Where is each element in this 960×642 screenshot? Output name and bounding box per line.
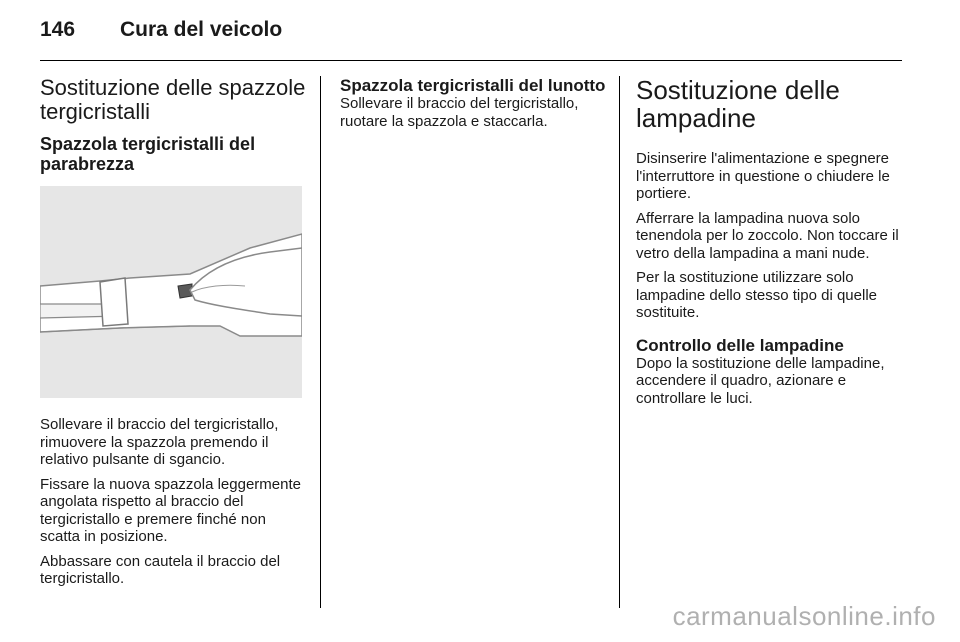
paragraph: Per la sostituzione utilizzare solo lampadine dello stesso tipo di quelle sostituite.	[636, 269, 877, 321]
paragraph: Fissare la nuova spazzola leggermente angolata rispetto al braccio del tergicristallo e premere finché non scatta in posizione.	[40, 475, 301, 545]
paragraph: Sollevare il braccio del tergicristallo, ruotare la spazzola e staccarla.	[340, 95, 579, 130]
column-2	[340, 76, 608, 137]
column-3	[636, 76, 904, 414]
page-header	[40, 18, 902, 62]
paragraph: Disinserire l'alimentazione e spegnere l'interruttore in questione o chiudere le portiere.	[636, 150, 890, 202]
subsection-title-bulb-check: Controllo delle lampadine	[636, 335, 844, 355]
column-divider-2	[619, 76, 620, 608]
column-divider-1	[320, 76, 321, 608]
subsection-title-rear-window: Spazzola tergicristalli del lunotto	[340, 76, 606, 95]
subsection-title-windscreen: Spazzola tergicristalli del parabrezza	[40, 134, 256, 174]
page-number: 146	[40, 18, 76, 41]
wiper-blade-release-illustration-icon	[40, 186, 302, 398]
paragraph: Sollevare il braccio del tergicristallo, rimuovere la spazzola premendo il relativo pulsante di sgancio.	[40, 416, 279, 468]
section-title-bulbs: Sostituzione delle lampadine	[636, 75, 840, 133]
watermark: carmanualsonline.info	[672, 601, 936, 631]
chapter-title: Cura del veicolo	[120, 18, 283, 41]
section-title-wipers: Sostituzione delle spazzole tergicristalli	[40, 75, 306, 124]
paragraph: Afferrare la lampadina nuova solo tenendola per lo zoccolo. Non toccare il vetro della lampadina a mani nude.	[636, 209, 899, 262]
paragraph: Abbassare con cautela il braccio del tergicristallo.	[40, 552, 281, 587]
column-1	[40, 76, 306, 595]
wiper-blade-figure	[40, 186, 302, 398]
paragraph: Dopo la sostituzione delle lampadine, accendere il quadro, azionare e controllare le luci.	[636, 354, 885, 407]
header-divider	[40, 60, 902, 61]
